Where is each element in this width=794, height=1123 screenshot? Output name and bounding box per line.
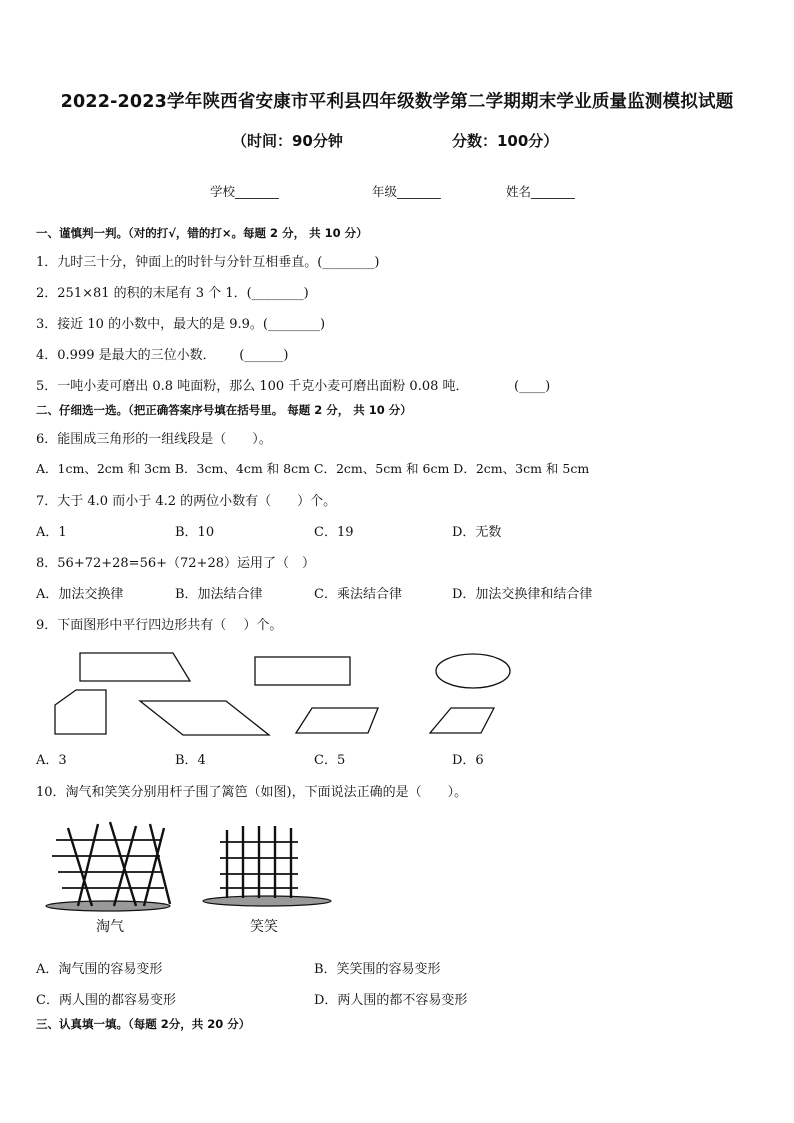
section-3-heading: 三、认真填一填。（每题 2分，共 20 分） xyxy=(36,1017,251,1031)
ellipse-shape xyxy=(436,654,510,688)
section-1-heading: 一、谨慎判一判。（对的打√，错的打×。每题 2 分， 共 10 分） xyxy=(36,226,368,240)
q10-option-c: C．两人围的都容易变形 xyxy=(36,993,176,1008)
taoqi-label: 淘气 xyxy=(96,919,124,935)
q7-option-c: C．19 xyxy=(314,525,354,540)
rectangle-shape xyxy=(255,657,350,685)
pentagon-shape xyxy=(55,690,106,734)
xiaoxiao-fence xyxy=(203,826,331,906)
q9-option-c: C．5 xyxy=(314,753,346,768)
parallelogram-shape-3 xyxy=(430,708,494,733)
q10-fences-figure xyxy=(40,818,350,918)
q7-option-d: D．无数 xyxy=(452,525,502,540)
parallelogram-shape-1 xyxy=(140,701,269,735)
page-title: 2022-2023学年陕西省安康市平利县四年级数学第二学期期末学业质量监测模拟试题 xyxy=(60,92,734,112)
q8-option-d: D．加法交换律和结合律 xyxy=(452,587,593,602)
grade-field: 年级_______ xyxy=(372,184,441,199)
q9-option-b: B．4 xyxy=(175,753,206,768)
q9-option-a: A．3 xyxy=(36,753,67,768)
trapezoid-shape xyxy=(80,653,190,681)
school-field: 学校_______ xyxy=(210,184,279,199)
name-field: 姓名_______ xyxy=(506,184,575,199)
question-6-options: A．1cm、2cm 和 3cm B．3cm、4cm 和 8cm C．2cm、5cm 和 6cm D．2cm、3cm 和 5cm xyxy=(36,461,590,476)
question-8: 8．56+72+28=56+（72+28）运用了（ ） xyxy=(36,556,315,571)
parallelogram-shape-2 xyxy=(296,708,378,733)
question-5: 5．一吨小麦可磨出 0.8 吨面粉，那么 100 千克小麦可磨出面粉 0.08 吨． (____) xyxy=(36,379,551,394)
section-2-heading: 二、仔细选一选。（把正确答案序号填在括号里。 每题 2 分， 共 10 分） xyxy=(36,403,412,417)
q10-option-b: B．笑笑围的容易变形 xyxy=(314,962,441,977)
question-3: 3．接近 10 的小数中，最大的是 9.9。(________) xyxy=(36,317,326,332)
xiaoxiao-label: 笑笑 xyxy=(250,919,278,935)
q8-option-a: A．加法交换律 xyxy=(36,587,124,602)
q9-shapes-figure xyxy=(40,645,560,740)
q8-option-b: B．加法结合律 xyxy=(175,587,263,602)
q10-option-d: D．两人围的都不容易变形 xyxy=(314,993,468,1008)
q7-option-b: B．10 xyxy=(175,525,215,540)
q7-option-a: A．1 xyxy=(36,525,67,540)
question-4: 4．0.999 是最大的三位小数． (______) xyxy=(36,348,289,363)
question-6: 6．能围成三角形的一组线段是（ ）。 xyxy=(36,432,272,447)
exam-time: （时间：90分钟 xyxy=(232,132,343,150)
question-9: 9．下面图形中平行四边形共有（ ）个。 xyxy=(36,618,283,633)
question-1: 1．九时三十分，钟面上的时针与分针互相垂直。(________) xyxy=(36,255,380,270)
taoqi-fence xyxy=(46,822,170,911)
q9-option-d: D．6 xyxy=(452,753,484,768)
question-2: 2．251×81 的积的末尾有 3 个 1．(________) xyxy=(36,286,309,301)
q8-option-c: C．乘法结合律 xyxy=(314,587,402,602)
question-10: 10．淘气和笑笑分别用杆子围了篱笆（如图)，下面说法正确的是（ ）。 xyxy=(36,785,468,800)
question-7: 7．大于 4.0 而小于 4.2 的两位小数有（ ）个。 xyxy=(36,494,337,509)
q10-option-a: A．淘气围的容易变形 xyxy=(36,962,163,977)
exam-score: 分数：100分） xyxy=(452,132,559,150)
